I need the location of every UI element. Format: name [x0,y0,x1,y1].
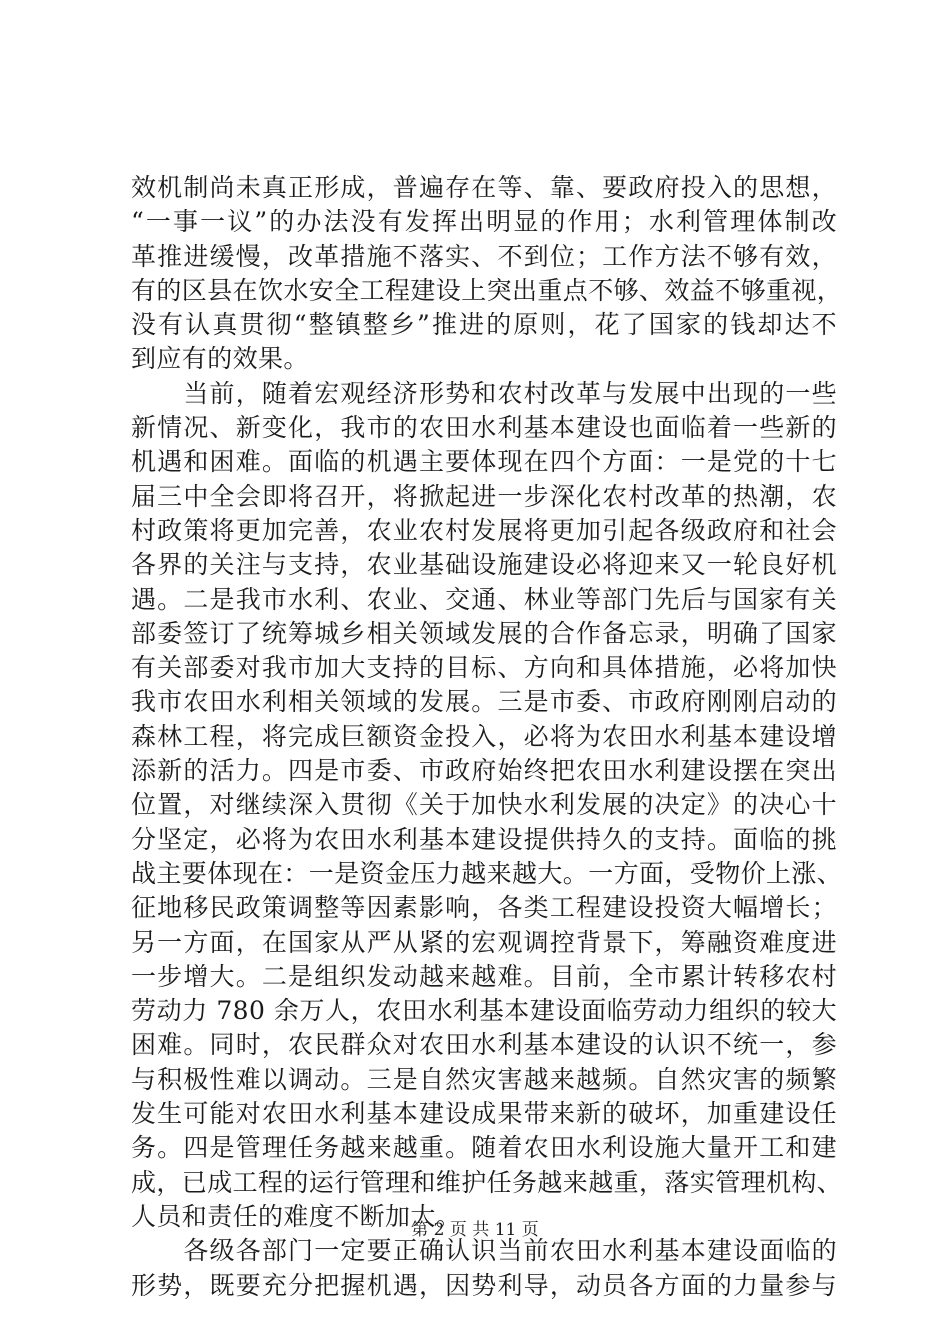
text-line: 我市农田水利相关领域的发展。三是市委、市政府刚刚启动的 [131,687,837,717]
text-line: 与积极性难以调动。三是自然灾害越来越频。自然灾害的频繁 [131,1064,837,1094]
text-line: 困难。同时，农民群众对农田水利基本建设的认识不统一，参 [131,1030,837,1060]
text-line: 届三中全会即将召开，将掀起进一步深化农村改革的热潮，农 [131,481,837,511]
text-line: 添新的活力。四是市委、市政府始终把农田水利建设摆在突出 [131,756,837,786]
text-line: 劳动力 780 余万人，农田水利基本建设面临劳动力组织的较大 [131,996,837,1026]
text-line: 另一方面，在国家从严从紧的宏观调控背景下，筹融资难度进 [131,927,837,957]
text-line: 革推进缓慢，改革措施不落实、不到位；工作方法不够有效， [131,241,837,271]
text-line: 村政策将更加完善，农业农村发展将更加引起各级政府和社会 [131,515,837,545]
text-line: 各界的关注与支持，农业基础设施建设必将迎来又一轮良好机 [131,550,837,580]
text-line: 机遇和困难。面临的机遇主要体现在四个方面：一是党的十七 [131,447,837,477]
text-line: 形势，既要充分把握机遇，因势利导，动员各方面的力量参与 [131,1270,837,1300]
text-line: 到应有的效果。 [131,344,309,374]
text-line: 效机制尚未真正形成，普遍存在等、靠、要政府投入的思想， [131,173,837,202]
text-line: 有的区县在饮水安全工程建设上突出重点不够、效益不够重视， [131,275,843,305]
text-line: 森林工程，将完成巨额资金投入，必将为农田水利基本建设增 [131,721,837,751]
text-line: 部委签订了统筹城乡相关领域发展的合作备忘录，明确了国家 [131,618,837,648]
text-line: 成，已成工程的运行管理和维护任务越来越重，落实管理机构、 [131,1167,843,1197]
text-line: 有关部委对我市加大支持的目标、方向和具体措施，必将加快 [131,653,837,683]
text-line: 战主要体现在：一是资金压力越来越大。一方面，受物价上涨、 [131,858,843,888]
page-footer: 第 2 页 共 11 页 [411,1220,539,1240]
text-line: 发生可能对农田水利基本建设成果带来新的破坏，加重建设任 [131,1099,837,1129]
text-line: 位置，对继续深入贯彻《关于加快水利发展的决定》的决心十 [131,790,837,820]
text-line: 没有认真贯彻“整镇整乡”推进的原则，花了国家的钱却达不 [131,310,837,340]
text-line: 新情况、新变化，我市的农田水利基本建设也面临着一些新的 [131,413,837,443]
text-line: 务。四是管理任务越来越重。随着农田水利设施大量开工和建 [131,1133,837,1163]
text-line: “一事一议”的办法没有发挥出明显的作用；水利管理体制改 [131,207,837,237]
text-line: 人员和责任的难度不断加大。 [131,1201,462,1231]
text-line: 遇。二是我市水利、农业、交通、林业等部门先后与国家有关 [131,584,837,614]
body-text [131,171,843,1303]
text-line: 一步增大。二是组织发动越来越难。目前，全市累计转移农村 [131,961,837,991]
text-line: 征地移民政策调整等因素影响，各类工程建设投资大幅增长； [131,893,837,923]
text-line: 当前，随着宏观经济形势和农村改革与发展中出现的一些 [131,378,837,408]
text-line: 各级各部门一定要正确认识当前农田水利基本建设面临的 [131,1236,837,1266]
text-line: 分坚定，必将为农田水利基本建设提供持久的支持。面临的挑 [131,824,837,854]
